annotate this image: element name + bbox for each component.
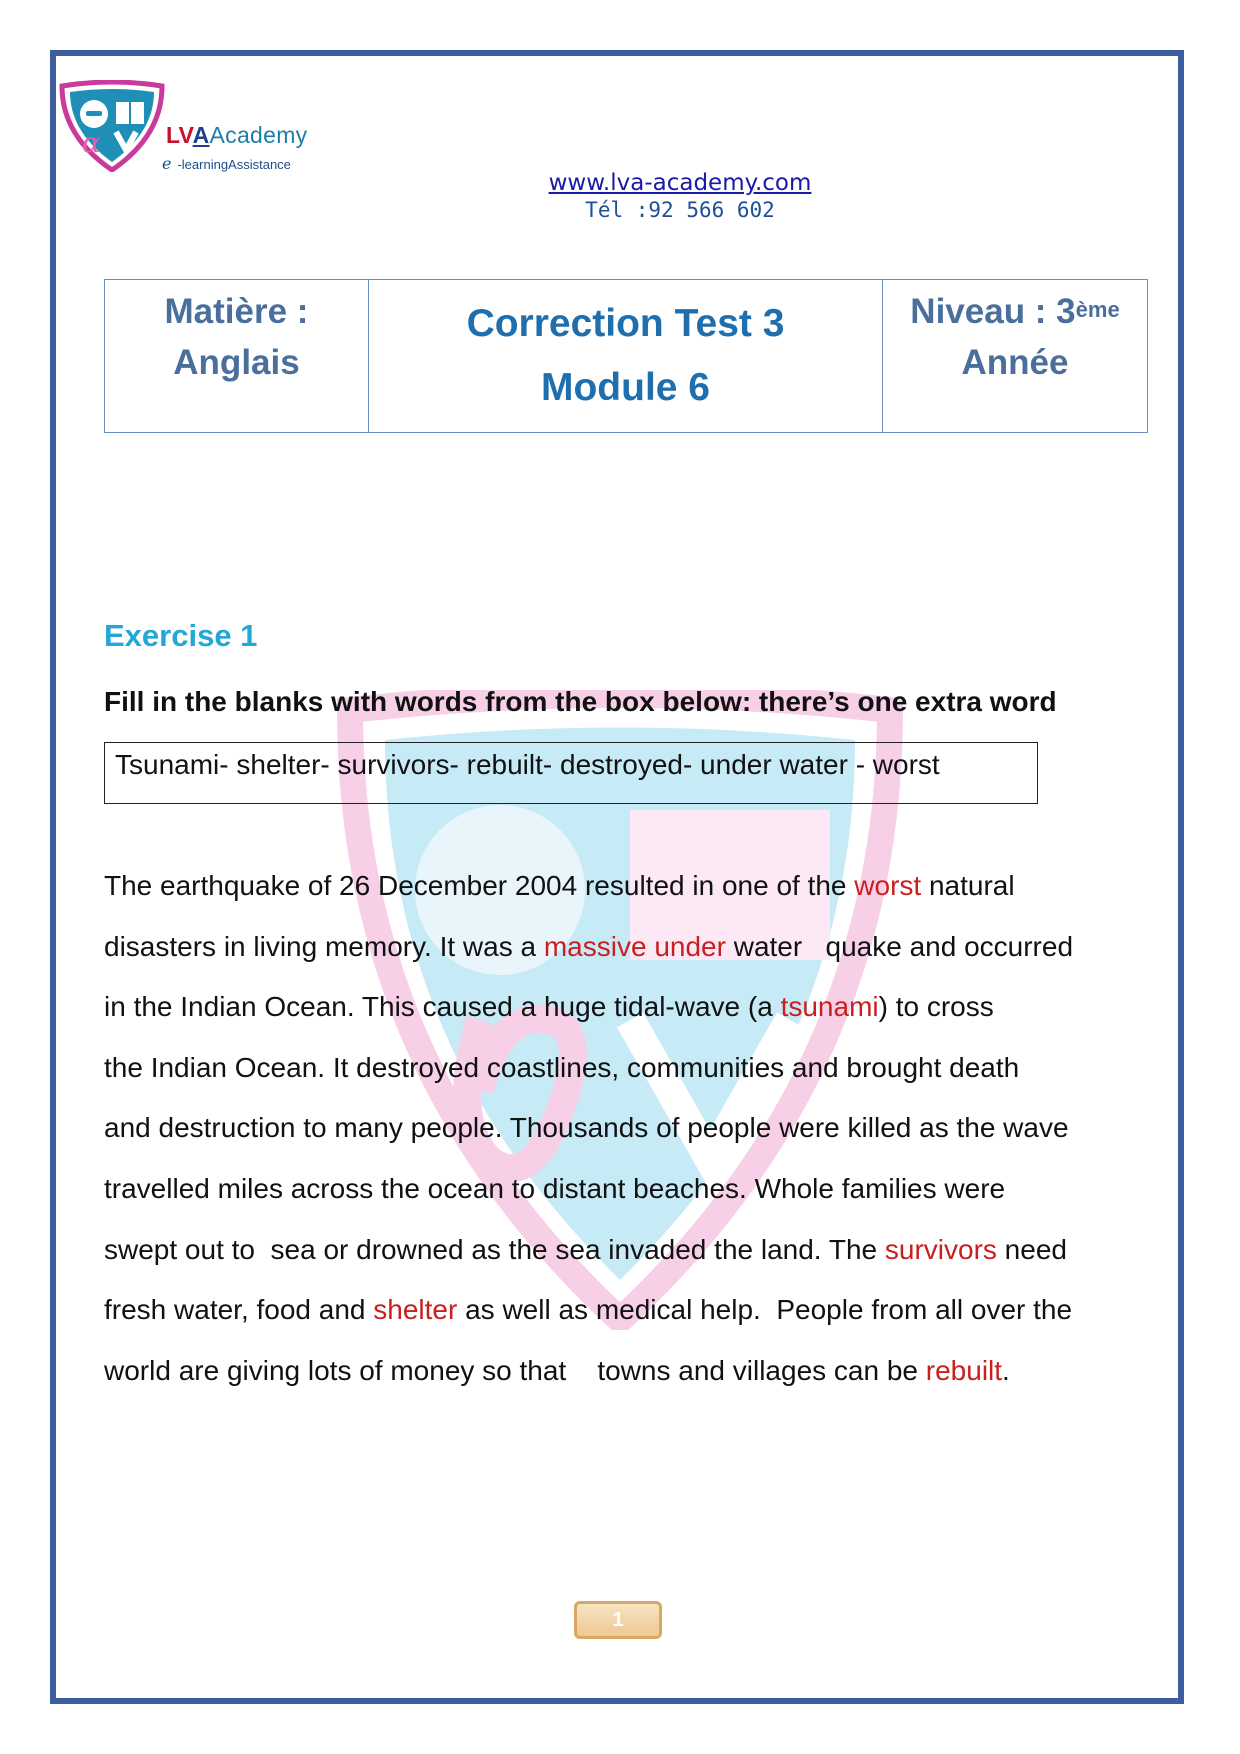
answer-word: survivors xyxy=(884,1233,997,1265)
brand-a: A xyxy=(192,122,210,148)
contact-block xyxy=(520,170,840,222)
passage-text: disasters in living memory. It was a xyxy=(104,930,544,962)
passage-line xyxy=(104,1341,1184,1402)
level-cell xyxy=(883,280,1147,432)
subject-cell xyxy=(105,280,369,432)
brand-sub: -learningAssistance xyxy=(177,157,291,172)
level-label xyxy=(883,286,1147,337)
exercise-instruction: Fill in the blanks with words from the box below: there’s one extra word xyxy=(104,686,1057,717)
brand-e: e xyxy=(162,154,172,173)
website-link[interactable]: www.lva-academy.com xyxy=(548,170,812,196)
title-line-2: Module 6 xyxy=(540,366,710,409)
passage-text: world are giving lots of money so that towns and villages can be xyxy=(104,1354,926,1386)
passage-text: ) to cross xyxy=(878,991,994,1023)
passage-line xyxy=(104,977,1184,1038)
passage-line xyxy=(104,1038,1184,1099)
title-line-1: Correction Test 3 xyxy=(466,302,785,345)
brand-tagline xyxy=(162,154,291,173)
svg-text:α: α xyxy=(82,126,101,159)
passage-line xyxy=(104,917,1184,978)
lva-academy-logo-icon xyxy=(58,80,166,172)
passage-text: in the Indian Ocean. This caused a huge tidal-wave (a xyxy=(104,991,781,1023)
title-cell xyxy=(369,280,883,432)
passage-line xyxy=(104,856,1184,917)
brand-academy: Academy xyxy=(209,122,308,148)
info-table xyxy=(104,279,1148,433)
level-sup: ème xyxy=(1075,297,1120,322)
passage-text: swept out to sea or drowned as the sea invaded the land. The xyxy=(104,1233,885,1265)
passage-line xyxy=(104,1280,1184,1341)
passage-text: as well as medical help. People from all over the xyxy=(457,1294,1073,1326)
answer-word: worst xyxy=(854,870,922,901)
phone-number: Tél :92 566 602 xyxy=(585,198,775,222)
passage-text: The earthquake of 26 December 2004 resulted in one of the xyxy=(104,870,855,901)
passage-text: travelled miles across the ocean to distant beaches. Whole families were xyxy=(104,1172,1006,1204)
level-year: Année xyxy=(961,343,1069,382)
word-box: Tsunami- shelter- survivors- rebuilt- destroyed- under water - worst xyxy=(104,742,1038,804)
passage-text: and destruction to many people. Thousands of people were killed as the wave xyxy=(104,1112,1069,1144)
answer-word: tsunami xyxy=(780,991,879,1023)
passage-text: water quake and occurred xyxy=(725,930,1074,962)
answer-word: shelter xyxy=(373,1294,458,1326)
passage-text: need xyxy=(996,1233,1067,1265)
passage-text: the Indian Ocean. It destroyed coastlines, communities and brought death xyxy=(104,1051,1020,1083)
answer-word: massive under xyxy=(543,930,726,962)
passage-text: fresh water, food and xyxy=(104,1294,374,1326)
level-label-text: Niveau : 3 xyxy=(910,292,1076,331)
answer-word: rebuilt xyxy=(925,1354,1003,1386)
subject-label: Matière : xyxy=(164,292,309,331)
brand-lv: LV xyxy=(166,122,193,148)
brand-name xyxy=(166,122,307,149)
passage-line xyxy=(104,1220,1184,1281)
subject-value: Anglais xyxy=(173,343,300,382)
page-number: 1 xyxy=(574,1601,662,1639)
passage-line xyxy=(104,1159,1184,1220)
passage-line xyxy=(104,1098,1184,1159)
passage xyxy=(104,856,1184,1401)
passage-text: natural xyxy=(921,870,1015,901)
passage-text: . xyxy=(1002,1354,1010,1386)
exercise-title: Exercise 1 xyxy=(104,618,258,653)
